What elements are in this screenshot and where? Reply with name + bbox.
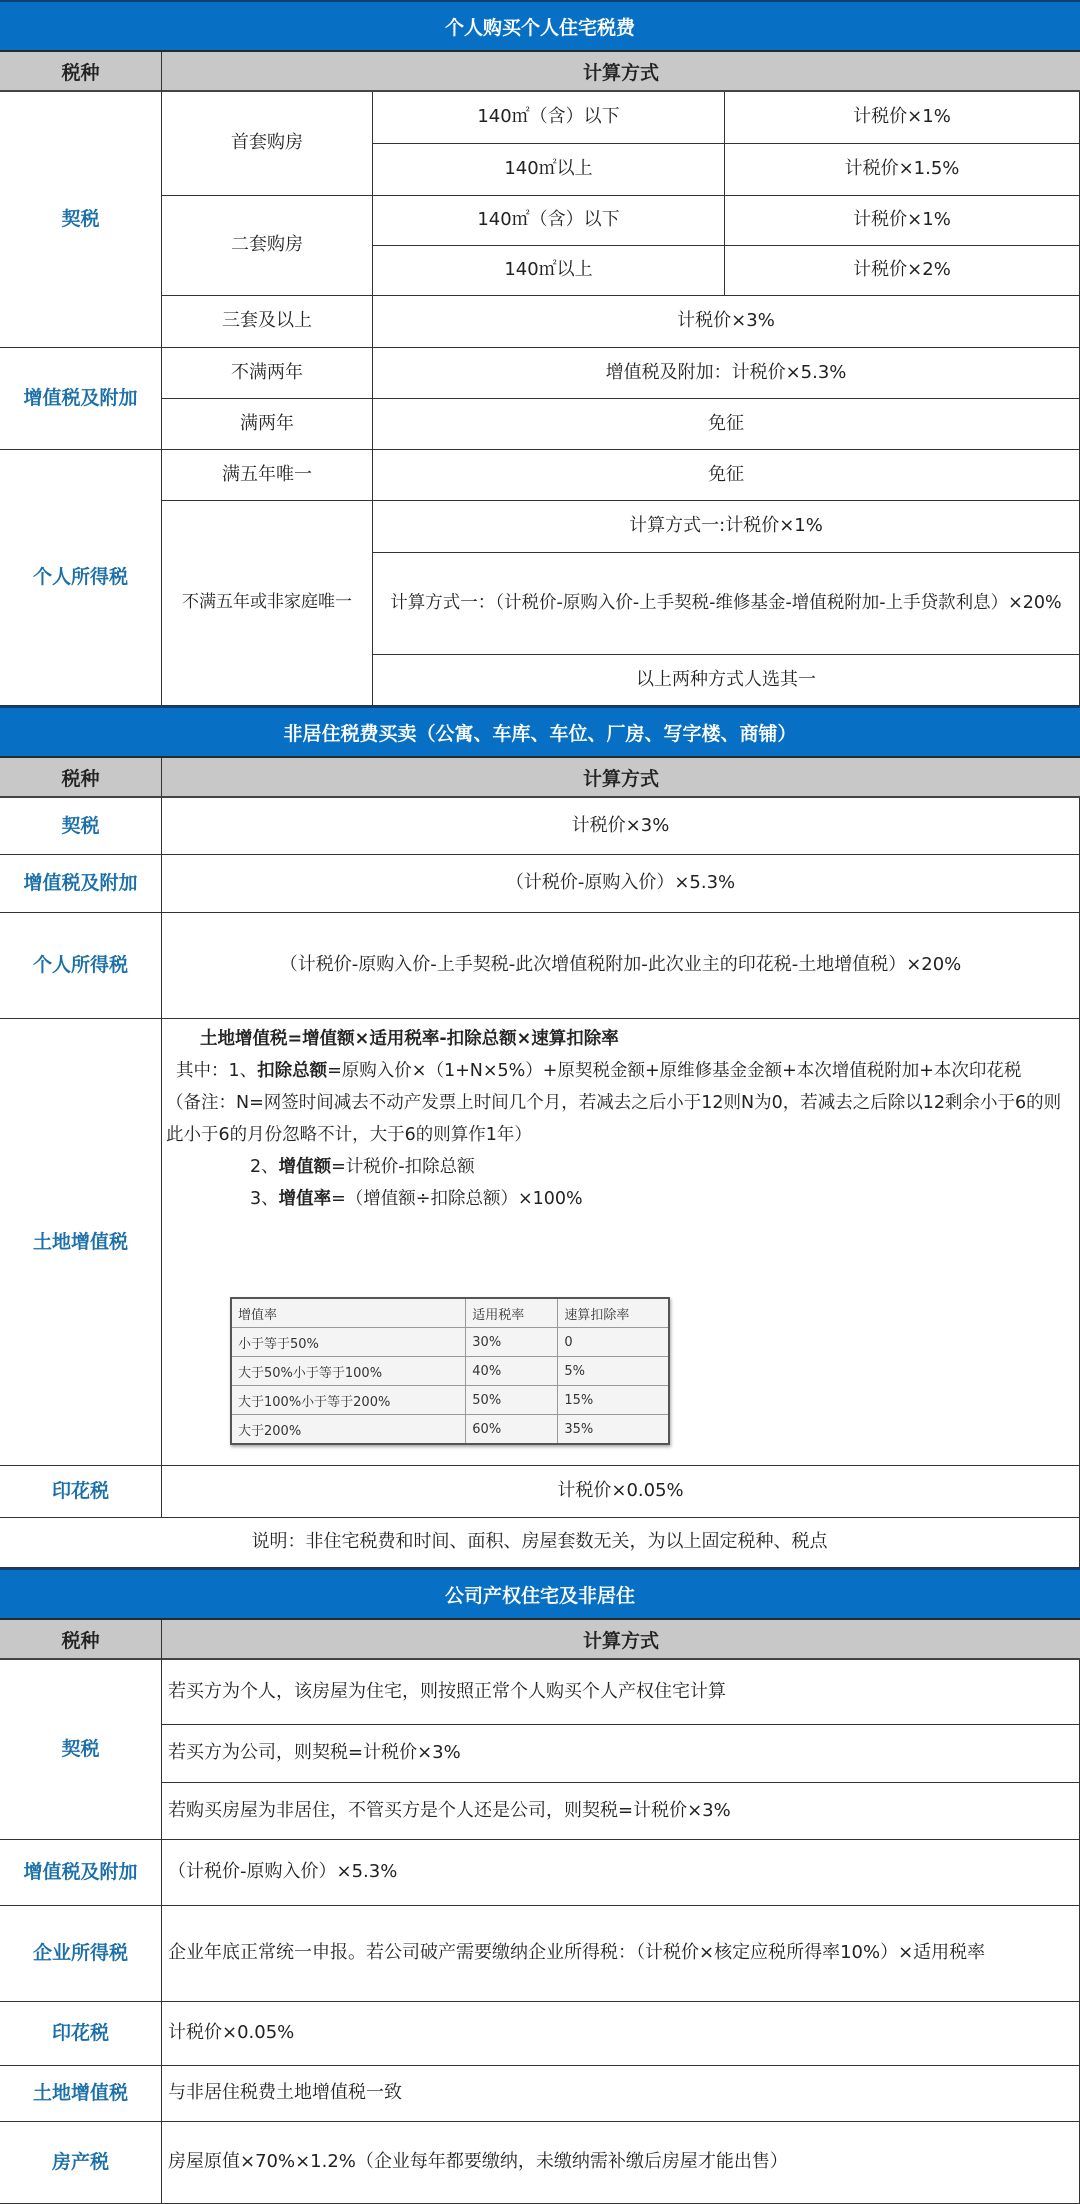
lvat-body [162, 1019, 1079, 1219]
s1-second-home-area-2: 140㎡以上 [373, 246, 725, 296]
s2-stamp-label: 印花税 [0, 1466, 162, 1518]
lvat-item1-text: =原购入价×（1+N×5%）+原契税金额+原维修基金金额+本次增值税附加+本次印花税 [327, 1061, 1022, 1081]
lvat-td: 小于等于50% [231, 1328, 466, 1357]
lvat-td: 60% [466, 1415, 558, 1445]
s2-vat-label: 增值税及附加 [0, 855, 162, 913]
lvat-th: 增值率 [231, 1298, 466, 1328]
lvat-td: 40% [466, 1357, 558, 1386]
s1-third-plus-rate: 计税价×3% [373, 296, 1080, 348]
lvat-item2-text: =计税价-扣除总额 [331, 1157, 475, 1177]
s1-first-home-area-2: 140㎡以上 [373, 144, 725, 196]
s2-iit-method: （计税价-原购入价-上手契税-此次增值税附加-此次业主的印花税-土地增值税）×20% [162, 913, 1080, 1019]
s3-deed-tax-row-3: 若购买房屋为非居住，不管买方是个人还是公司，则契税=计税价×3% [162, 1783, 1080, 1840]
s3-lvat-label: 土地增值税 [0, 2066, 162, 2122]
s1-iit-cond-2: 不满五年或非家庭唯一 [162, 501, 373, 706]
lvat-item1-prefix: 其中：1、 [176, 1061, 258, 1081]
section2-col-tax: 税种 [0, 758, 162, 798]
s1-vat-label: 增值税及附加 [0, 348, 162, 450]
lvat-item-2 [166, 1151, 1075, 1183]
s3-deed-tax-row-1: 若买方为个人，该房屋为住宅，则按照正常个人购买个人产权住宅计算 [162, 1660, 1080, 1725]
section2-title: 非居住税费买卖（公寓、车库、车位、厂房、写字楼、商铺） [0, 706, 1080, 758]
lvat-item3-bold: 增值率 [278, 1189, 332, 1209]
s3-property-tax-method: 房屋原值×70%×1.2%（企业每年都要缴纳，未缴纳需补缴后房屋才能出售） [162, 2122, 1080, 2204]
lvat-td: 大于50%小于等于100% [231, 1357, 466, 1386]
s1-iit-rate-1: 免征 [373, 450, 1080, 501]
s3-deed-tax-row-2: 若买方为公司，则契税=计税价×3% [162, 1725, 1080, 1783]
lvat-item3-text: =（增值额÷扣除总额）×100% [331, 1189, 583, 1209]
lvat-td: 大于200% [231, 1415, 466, 1445]
s1-iit-method-1: 计算方式一:计税价×1% [373, 501, 1080, 553]
section1-col-method: 计算方式 [162, 52, 1080, 92]
s3-lvat-method: 与非居住税费土地增值税一致 [162, 2066, 1080, 2122]
s1-iit-cond-1: 满五年唯一 [162, 450, 373, 501]
lvat-item2-prefix: 2、 [250, 1157, 279, 1177]
s2-vat-method: （计税价-原购入价）×5.3% [162, 855, 1080, 913]
s3-vat-label: 增值税及附加 [0, 1840, 162, 1906]
s1-second-home-rate-2: 计税价×2% [725, 246, 1080, 296]
lvat-th: 适用税率 [466, 1298, 558, 1328]
s1-iit-method-2: 计算方式一：（计税价-原购入价-上手契税-维修基金-增值税附加-上手贷款利息）×20% [373, 553, 1080, 655]
s3-stamp-method: 计税价×0.05% [162, 2002, 1080, 2066]
s1-second-home-area-1: 140㎡（含）以下 [373, 196, 725, 246]
lvat-td: 大于100%小于等于200% [231, 1386, 466, 1415]
s2-deed-tax-label: 契税 [0, 798, 162, 855]
lvat-td: 5% [558, 1357, 669, 1386]
section3-title: 公司产权住宅及非居住 [0, 1568, 1080, 1620]
section2-col-method: 计算方式 [162, 758, 1080, 798]
lvat-td: 50% [466, 1386, 558, 1415]
s1-second-home-rate-1: 计税价×1% [725, 196, 1080, 246]
s2-iit-label: 个人所得税 [0, 913, 162, 1019]
s1-iit-choose: 以上两种方式人选其一 [373, 655, 1080, 706]
s2-stamp-method: 计税价×0.05% [162, 1466, 1080, 1518]
lvat-item-3 [166, 1183, 1075, 1215]
s3-cit-method: 企业年底正常统一申报。若公司破产需要缴纳企业所得税：（计税价×核定应税所得率10%）×适用税率 [162, 1906, 1080, 2002]
table-row [231, 1357, 669, 1386]
s1-third-plus-label: 三套及以上 [162, 296, 373, 348]
lvat-table-header [231, 1298, 669, 1328]
section3-col-tax: 税种 [0, 1620, 162, 1660]
s2-lvat-label: 土地增值税 [0, 1019, 162, 1466]
lvat-td: 30% [466, 1328, 558, 1357]
s1-second-home-label: 二套购房 [162, 196, 373, 296]
table-row [231, 1328, 669, 1357]
s3-property-tax-label: 房产税 [0, 2122, 162, 2204]
s1-first-home-area-1: 140㎡（含）以下 [373, 92, 725, 144]
s3-stamp-label: 印花税 [0, 2002, 162, 2066]
lvat-td: 15% [558, 1386, 669, 1415]
lvat-item1-bold: 扣除总额 [257, 1061, 328, 1081]
s1-first-home-rate-2: 计税价×1.5% [725, 144, 1080, 196]
s1-vat-cond-1: 不满两年 [162, 348, 373, 399]
s1-iit-label: 个人所得税 [0, 450, 162, 706]
s2-note: 说明：非住宅税费和时间、面积、房屋套数无关，为以上固定税种、税点 [0, 1518, 1080, 1568]
lvat-td: 35% [558, 1415, 669, 1445]
lvat-rate-table [230, 1297, 670, 1445]
s2-lvat-content [162, 1019, 1080, 1466]
s1-deed-tax-label: 契税 [0, 92, 162, 348]
section1-title: 个人购买个人住宅税费 [0, 0, 1080, 52]
s1-vat-rate-1: 增值税及附加：计税价×5.3% [373, 348, 1080, 399]
s3-deed-tax-label: 契税 [0, 1660, 162, 1840]
lvat-note: （备注：N=网签时间减去不动产发票上时间几个月，若减去之后小于12则N为0，若减去之后除以12剩余小于6的则此小于6的月份忽略不计，大于6的则算作1年） [166, 1093, 1062, 1145]
section3-col-method: 计算方式 [162, 1620, 1080, 1660]
section1-col-tax: 税种 [0, 52, 162, 92]
lvat-item-1 [166, 1055, 1075, 1087]
s1-vat-rate-2: 免征 [373, 399, 1080, 450]
s1-first-home-rate-1: 计税价×1% [725, 92, 1080, 144]
lvat-item2-bold: 增值额 [278, 1157, 332, 1177]
lvat-td: 0 [558, 1328, 669, 1357]
lvat-item3-prefix: 3、 [250, 1189, 279, 1209]
lvat-th: 速算扣除率 [558, 1298, 669, 1328]
s1-first-home-label: 首套购房 [162, 92, 373, 196]
s2-deed-tax-method: 计税价×3% [162, 798, 1080, 855]
table-row [231, 1386, 669, 1415]
s3-cit-label: 企业所得税 [0, 1906, 162, 2002]
s3-vat-method: （计税价-原购入价）×5.3% [162, 1840, 1080, 1906]
table-row [231, 1415, 669, 1445]
s1-vat-cond-2: 满两年 [162, 399, 373, 450]
lvat-formula: 土地增值税=增值额×适用税率-扣除总额×速算扣除率 [200, 1029, 619, 1049]
